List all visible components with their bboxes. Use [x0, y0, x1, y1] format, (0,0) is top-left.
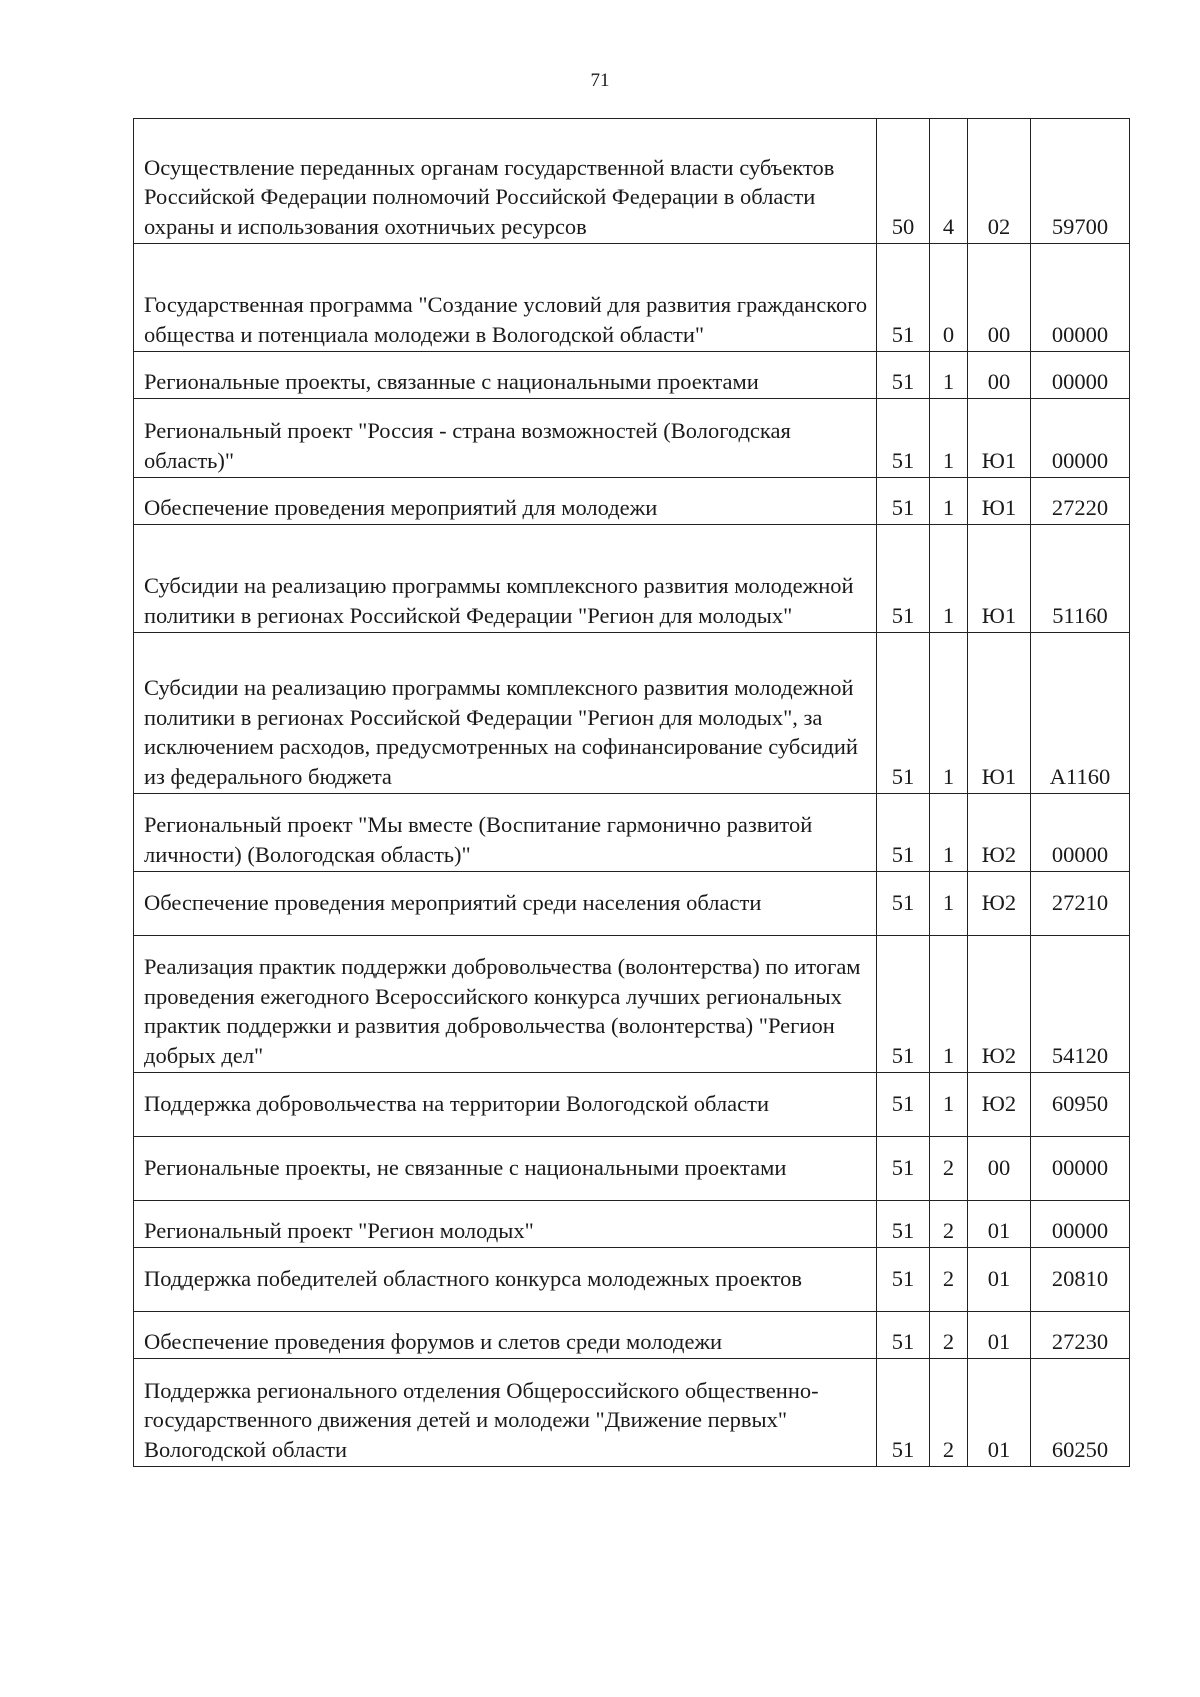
row-description: Региональный проект "Регион молодых" [134, 1201, 877, 1248]
row-program-code: 51 [877, 1201, 930, 1248]
row-description: Региональный проект "Россия - страна возможностей (Вологодская область)" [134, 399, 877, 478]
row-subprogram-code: 1 [930, 352, 968, 399]
table-row [134, 244, 1130, 352]
row-description: Обеспечение проведения мероприятий среди населения области [134, 872, 877, 936]
row-subprogram-code: 1 [930, 872, 968, 936]
row-expense-code: 59700 [1031, 119, 1130, 244]
table-row [134, 794, 1130, 872]
row-program-code: 51 [877, 244, 930, 352]
row-subprogram-code: 1 [930, 936, 968, 1073]
row-description: Обеспечение проведения форумов и слетов среди молодежи [134, 1312, 877, 1359]
row-description: Реализация практик поддержки добровольчества (волонтерства) по итогам проведения ежегодного Всероссийского конкурса лучших региональных практик поддержки и развития добровольчества (волонтерства) "Регион добрых дел" [134, 936, 877, 1073]
row-subprogram-code: 2 [930, 1201, 968, 1248]
row-program-code: 51 [877, 872, 930, 936]
row-description: Региональные проекты, не связанные с национальными проектами [134, 1137, 877, 1201]
row-project-code: 00 [968, 1137, 1031, 1201]
budget-table-body [134, 119, 1130, 1467]
row-expense-code: 27220 [1031, 478, 1130, 525]
table-row [134, 1248, 1130, 1312]
row-subprogram-code: 1 [930, 794, 968, 872]
row-program-code: 51 [877, 478, 930, 525]
table-row [134, 1201, 1130, 1248]
row-project-code: Ю2 [968, 794, 1031, 872]
row-project-code: 01 [968, 1201, 1031, 1248]
page-number: 71 [590, 70, 610, 91]
row-program-code: 51 [877, 352, 930, 399]
row-subprogram-code: 1 [930, 633, 968, 794]
row-expense-code: 20810 [1031, 1248, 1130, 1312]
row-description: Субсидии на реализацию программы комплексного развития молодежной политики в регионах Российской Федерации "Регион для молодых" [134, 525, 877, 633]
table-row [134, 1359, 1130, 1467]
row-project-code: 01 [968, 1248, 1031, 1312]
row-program-code: 51 [877, 525, 930, 633]
row-description: Осуществление переданных органам государственной власти субъектов Российской Федерации полномочий Российской Федерации в области охраны и использования охотничьих ресурсов [134, 119, 877, 244]
row-program-code: 51 [877, 1312, 930, 1359]
row-expense-code: 27210 [1031, 872, 1130, 936]
row-subprogram-code: 2 [930, 1312, 968, 1359]
row-subprogram-code: 2 [930, 1248, 968, 1312]
table-row [134, 1137, 1130, 1201]
row-program-code: 51 [877, 936, 930, 1073]
row-project-code: 00 [968, 352, 1031, 399]
row-expense-code: 00000 [1031, 399, 1130, 478]
row-subprogram-code: 1 [930, 525, 968, 633]
row-description: Поддержка регионального отделения Общероссийского общественно-государственного движения детей и молодежи "Движение первых" Вологодской области [134, 1359, 877, 1467]
table-row [134, 352, 1130, 399]
row-program-code: 51 [877, 633, 930, 794]
row-project-code: Ю2 [968, 872, 1031, 936]
row-expense-code: 27230 [1031, 1312, 1130, 1359]
row-program-code: 51 [877, 399, 930, 478]
row-subprogram-code: 2 [930, 1359, 968, 1467]
row-description: Поддержка победителей областного конкурса молодежных проектов [134, 1248, 877, 1312]
table-row [134, 119, 1130, 244]
row-project-code: 02 [968, 119, 1031, 244]
row-expense-code: 60250 [1031, 1359, 1130, 1467]
row-description: Региональные проекты, связанные с национальными проектами [134, 352, 877, 399]
row-expense-code: 60950 [1031, 1073, 1130, 1137]
row-program-code: 51 [877, 1137, 930, 1201]
row-expense-code: 00000 [1031, 794, 1130, 872]
row-description: Государственная программа "Создание условий для развития гражданского общества и потенциала молодежи в Вологодской области" [134, 244, 877, 352]
budget-table [133, 118, 1130, 1467]
row-subprogram-code: 1 [930, 478, 968, 525]
row-project-code: Ю2 [968, 936, 1031, 1073]
row-subprogram-code: 1 [930, 1073, 968, 1137]
row-program-code: 51 [877, 794, 930, 872]
row-description: Обеспечение проведения мероприятий для молодежи [134, 478, 877, 525]
row-project-code: Ю1 [968, 525, 1031, 633]
table-row [134, 936, 1130, 1073]
row-project-code: 00 [968, 244, 1031, 352]
row-subprogram-code: 1 [930, 399, 968, 478]
row-description: Поддержка добровольчества на территории Вологодской области [134, 1073, 877, 1137]
row-expense-code: А1160 [1031, 633, 1130, 794]
row-subprogram-code: 2 [930, 1137, 968, 1201]
row-expense-code: 00000 [1031, 352, 1130, 399]
table-row [134, 1073, 1130, 1137]
table-row [134, 1312, 1130, 1359]
row-program-code: 51 [877, 1248, 930, 1312]
row-project-code: Ю1 [968, 633, 1031, 794]
row-project-code: 01 [968, 1312, 1031, 1359]
row-program-code: 51 [877, 1359, 930, 1467]
row-expense-code: 54120 [1031, 936, 1130, 1073]
row-program-code: 50 [877, 119, 930, 244]
row-subprogram-code: 0 [930, 244, 968, 352]
table-row [134, 399, 1130, 478]
table-row [134, 525, 1130, 633]
row-project-code: Ю1 [968, 478, 1031, 525]
row-expense-code: 00000 [1031, 244, 1130, 352]
row-project-code: Ю1 [968, 399, 1031, 478]
table-row [134, 872, 1130, 936]
row-subprogram-code: 4 [930, 119, 968, 244]
row-expense-code: 51160 [1031, 525, 1130, 633]
table-row [134, 478, 1130, 525]
row-project-code: 01 [968, 1359, 1031, 1467]
table-row [134, 633, 1130, 794]
row-description: Региональный проект "Мы вместе (Воспитание гармонично развитой личности) (Вологодская область)" [134, 794, 877, 872]
row-description: Субсидии на реализацию программы комплексного развития молодежной политики в регионах Российской Федерации "Регион для молодых", за исключением расходов, предусмотренных на софинансирование субсидий из федерального бюджета [134, 633, 877, 794]
row-expense-code: 00000 [1031, 1137, 1130, 1201]
row-program-code: 51 [877, 1073, 930, 1137]
row-expense-code: 00000 [1031, 1201, 1130, 1248]
row-project-code: Ю2 [968, 1073, 1031, 1137]
